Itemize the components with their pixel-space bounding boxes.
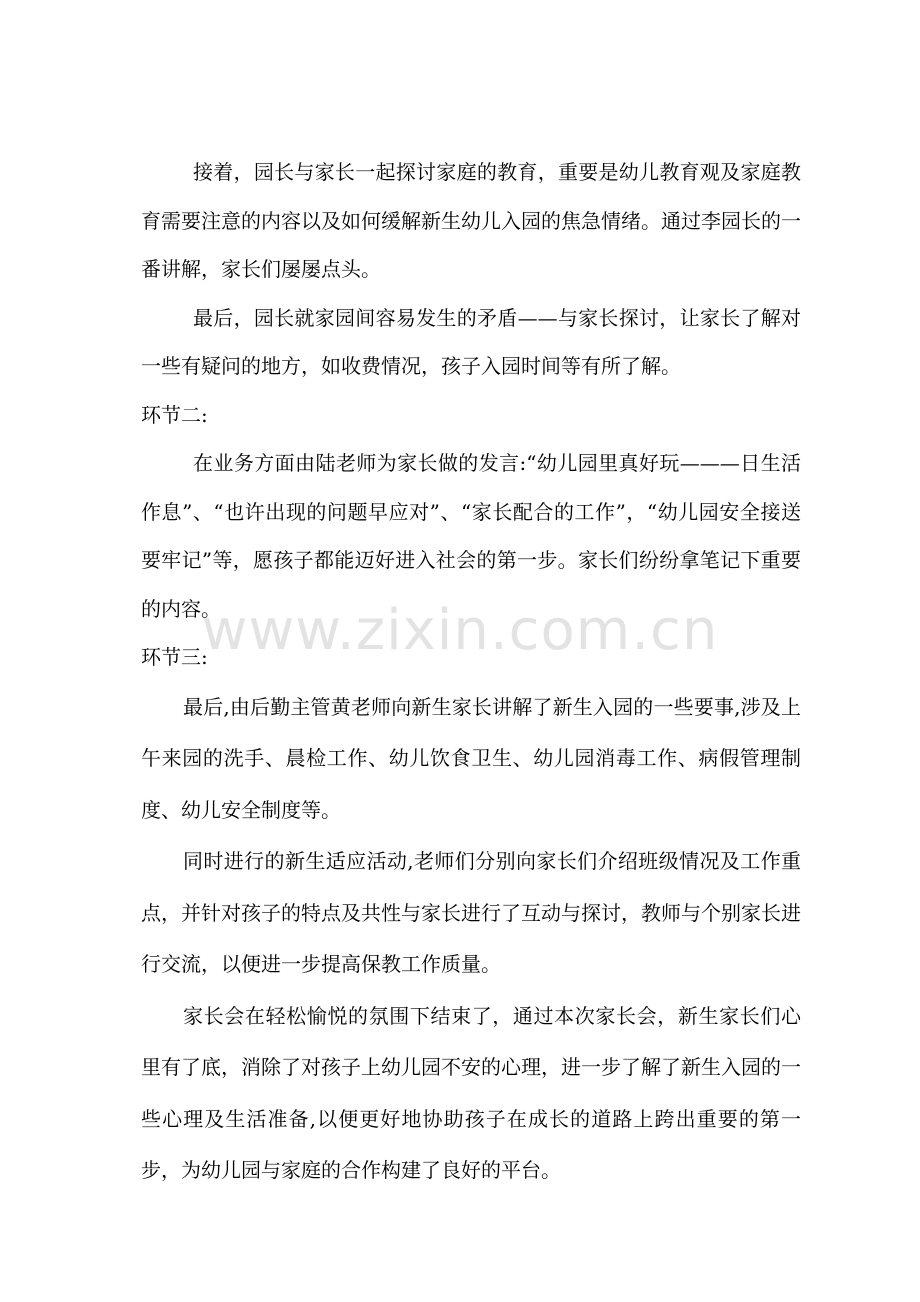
paragraph-conflicts: 最后，园长就家园间容易发生的矛盾——与家长探讨，让家长了解对一些有疑问的地方，如收费情况，孩子入园时间等有所了解。 [141,305,801,378]
paragraph-adaptation: 同时进行的新生适应活动,老师们分别向家长们介绍班级情况及工作重点，并针对孩子的特点及共性与家长进行了互动与探讨，教师与个别家长进行交流，以便进一步提高保教工作质量。 [141,849,801,976]
section-heading-three: 环节三: [141,645,208,669]
paragraph-discussion: 接着，园长与家长一起探讨家庭的教育，重要是幼儿教育观及家庭教育需要注意的内容以及如何缓解新生幼儿入园的焦急情绪。通过李园长的一番讲解，家长们屡屡点头。 [141,160,801,281]
paragraph-logistics: 最后,由后勤主管黄老师向新生家长讲解了新生入园的一些要事,涉及上午来园的洗手、晨检工作、幼儿饮食卫生、幼儿园消毒工作、病假管理制度、幼儿安全制度等。 [141,694,801,822]
section-heading-two: 环节二: [141,402,208,427]
watermark-text: www.zixin.com.cn [201,598,719,663]
paragraph-conclusion: 家长会在轻松愉悦的氛围下结束了，通过本次家长会，新生家长们心里有了底，消除了对孩子上幼儿园不安的心理，进一步了解了新生入园的一些心理及生活准备,以便更好地协助孩子在成长的道路上跨出重要的第一步，为幼儿园与家庭的合作构建了良好的平台。 [141,1003,801,1182]
paragraph-teacher-speech: 在业务方面由陆老师为家长做的发言:“幼儿园里真好玩———日生活作息”、“也许出现的问题早应对”、“家长配合的工作”，“幼儿园安全接送要牢记”等，愿孩子都能迈好进入社会的第一步。家长们纷纷拿笔记下重要的内容。 [141,451,801,621]
document-body [141,148,801,1197]
